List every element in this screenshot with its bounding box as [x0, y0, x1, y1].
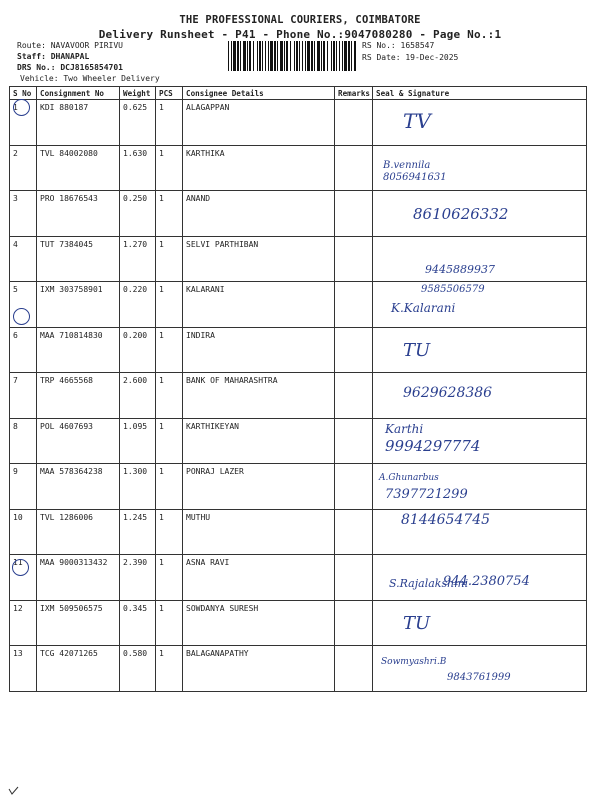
col-remarks-header: Remarks	[335, 87, 373, 100]
scan-corner-mark	[8, 786, 20, 796]
table-row	[10, 327, 587, 373]
handwritten-signature	[373, 146, 587, 188]
table-row	[10, 236, 587, 282]
cell-sno: 8	[10, 418, 37, 464]
cell-consignment: POL 4607693	[37, 418, 120, 464]
table-row	[10, 418, 587, 464]
cell-sno: 4	[10, 236, 37, 282]
cell-consignment: TVL 84002080	[37, 145, 120, 191]
cell-weight: 0.200	[120, 327, 156, 373]
cell-weight: 2.600	[120, 373, 156, 419]
table-header-row	[10, 87, 587, 100]
signature-text: S.Rajalakshmi	[389, 577, 469, 590]
cell-remarks	[335, 418, 373, 464]
table-row	[10, 646, 587, 692]
handwritten-signature	[373, 282, 587, 324]
cell-consignee: ASNA RAVI	[183, 555, 335, 601]
cell-signature	[373, 100, 587, 146]
cell-sno: 7	[10, 373, 37, 419]
cell-consignment: IXM 509506575	[37, 600, 120, 646]
signature-text: 944.2380754	[443, 574, 530, 589]
cell-consignment: PRO 18676543	[37, 191, 120, 237]
cell-weight: 1.270	[120, 236, 156, 282]
handwritten-signature	[373, 646, 587, 688]
cell-consignment: TCG 42071265	[37, 646, 120, 692]
drs-value: DCJ8165854701	[60, 63, 123, 72]
cell-consignee: BANK OF MAHARASHTRA	[183, 373, 335, 419]
cell-weight: 2.390	[120, 555, 156, 601]
signature-text: B.vennila	[383, 159, 431, 171]
handwritten-signature	[373, 464, 587, 506]
drs-label: DRS No.:	[17, 63, 56, 72]
cell-remarks	[335, 600, 373, 646]
cell-pcs: 1	[156, 373, 183, 419]
signature-text: 8144654745	[401, 511, 491, 528]
handwritten-signature	[373, 419, 587, 461]
cell-consignment: KDI 880187	[37, 100, 120, 146]
table-row	[10, 509, 587, 555]
col-consignee-header: Consignee Details	[183, 87, 335, 100]
table-row	[10, 145, 587, 191]
table-row	[10, 282, 587, 328]
cell-weight: 0.250	[120, 191, 156, 237]
cell-remarks	[335, 191, 373, 237]
cell-pcs: 1	[156, 327, 183, 373]
cell-consignee: SOWDANYA SURESH	[183, 600, 335, 646]
cell-consignee: ANAND	[183, 191, 335, 237]
col-pcs-header: PCS	[156, 87, 183, 100]
cell-consignee: KARTHIKA	[183, 145, 335, 191]
cell-sno: 3	[10, 191, 37, 237]
signature-text: TV	[403, 109, 431, 133]
cell-pcs: 1	[156, 100, 183, 146]
cell-consignee: ALAGAPPAN	[183, 100, 335, 146]
signature-text: Sowmyashri.B	[381, 657, 447, 667]
cell-pcs: 1	[156, 600, 183, 646]
cell-signature	[373, 509, 587, 555]
table-row	[10, 373, 587, 419]
col-signature-header: Seal & Signature	[373, 87, 587, 100]
col-weight-header: Weight	[120, 87, 156, 100]
route-line	[17, 41, 123, 52]
table-row	[10, 100, 587, 146]
rs-date-value: 19-Dec-2025	[405, 53, 459, 62]
cell-pcs: 1	[156, 418, 183, 464]
table-row	[10, 555, 587, 601]
cell-consignment: MAA 710814830	[37, 327, 120, 373]
vehicle-value: Two Wheeler Delivery	[63, 74, 160, 83]
pen-circle-mark	[12, 559, 29, 576]
company-title: THE PROFESSIONAL COURIERS, COIMBATORE	[179, 14, 421, 26]
cell-pcs: 1	[156, 191, 183, 237]
cell-signature	[373, 600, 587, 646]
table-row	[10, 191, 587, 237]
handwritten-signature	[373, 555, 587, 597]
cell-signature	[373, 145, 587, 191]
signature-text: 7397721299	[385, 487, 468, 502]
drs-line	[17, 63, 123, 74]
cell-remarks	[335, 373, 373, 419]
cell-weight: 1.095	[120, 418, 156, 464]
cell-signature	[373, 464, 587, 510]
cell-consignment: MAA 9000313432	[37, 555, 120, 601]
cell-pcs: 1	[156, 282, 183, 328]
cell-consignee: MUTHU	[183, 509, 335, 555]
rs-no-value: 1658547	[400, 41, 435, 50]
signature-text: 8610626332	[413, 205, 509, 223]
cell-remarks	[335, 464, 373, 510]
cell-sno: 10	[10, 509, 37, 555]
cell-signature	[373, 191, 587, 237]
signature-text: 9994297774	[385, 436, 481, 455]
cell-signature	[373, 236, 587, 282]
cell-remarks	[335, 145, 373, 191]
cell-weight: 1.245	[120, 509, 156, 555]
cell-weight: 0.220	[120, 282, 156, 328]
staff-line	[17, 52, 89, 63]
cell-signature	[373, 646, 587, 692]
staff-value: DHANAPAL	[50, 52, 90, 61]
cell-weight: 1.300	[120, 464, 156, 510]
cell-signature	[373, 282, 587, 328]
cell-sno: 11	[10, 555, 37, 601]
cell-remarks	[335, 236, 373, 282]
cell-signature	[373, 418, 587, 464]
handwritten-signature	[373, 100, 587, 142]
cell-consignee: KARTHIKEYAN	[183, 418, 335, 464]
barcode-image	[228, 41, 356, 71]
cell-pcs: 1	[156, 236, 183, 282]
handwritten-signature	[373, 373, 587, 415]
rs-no-line	[362, 41, 434, 52]
col-sno-header: S No	[10, 87, 37, 100]
signature-text: TU	[403, 612, 431, 634]
cell-pcs: 1	[156, 145, 183, 191]
cell-sno: 12	[10, 600, 37, 646]
cell-pcs: 1	[156, 555, 183, 601]
cell-consignee: SELVI PARTHIBAN	[183, 236, 335, 282]
cell-consignment: MAA 578364238	[37, 464, 120, 510]
pen-circle-mark	[13, 99, 30, 116]
cell-weight: 0.580	[120, 646, 156, 692]
cell-pcs: 1	[156, 646, 183, 692]
runsheet-table	[9, 86, 587, 692]
cell-signature	[373, 373, 587, 419]
cell-sno: 9	[10, 464, 37, 510]
signature-text: 8056941631	[383, 171, 447, 183]
cell-remarks	[335, 555, 373, 601]
signature-text: A.Ghunarbus	[379, 473, 439, 483]
vehicle-line	[20, 74, 160, 85]
route-value: NAVAVOOR PIRIVU	[50, 41, 123, 50]
rs-date-line	[362, 53, 458, 64]
rs-no-label: RS No.:	[362, 41, 396, 50]
cell-weight: 0.625	[120, 100, 156, 146]
cell-remarks	[335, 646, 373, 692]
signature-text: 9843761999	[447, 672, 511, 683]
handwritten-signature	[373, 510, 587, 552]
staff-label: Staff:	[17, 52, 46, 61]
cell-weight: 1.630	[120, 145, 156, 191]
cell-remarks	[335, 509, 373, 555]
cell-consignment: IXM 303758901	[37, 282, 120, 328]
col-consignment-header: Consignment No	[37, 87, 120, 100]
vehicle-label: Vehicle:	[20, 74, 59, 83]
handwritten-signature	[373, 601, 587, 643]
signature-text: 9629628386	[403, 385, 493, 401]
signature-text: 9445889937	[425, 262, 495, 276]
cell-consignee: BALAGANAPATHY	[183, 646, 335, 692]
cell-consignment: TVL 1286006	[37, 509, 120, 555]
cell-signature	[373, 327, 587, 373]
signature-text: Karthi	[385, 421, 424, 436]
cell-sno: 13	[10, 646, 37, 692]
cell-remarks	[335, 282, 373, 328]
cell-sno: 5	[10, 282, 37, 328]
cell-weight: 0.345	[120, 600, 156, 646]
signature-text: K.Kalarani	[391, 301, 456, 315]
signature-text: TU	[403, 339, 431, 361]
cell-sno: 1	[10, 100, 37, 146]
handwritten-signature	[373, 328, 587, 370]
cell-sno: 6	[10, 327, 37, 373]
rs-date-label: RS Date:	[362, 53, 401, 62]
signature-text: 9585506579	[421, 284, 485, 295]
cell-consignment: TUT 7384045	[37, 236, 120, 282]
cell-pcs: 1	[156, 509, 183, 555]
cell-sno: 2	[10, 145, 37, 191]
route-label: Route:	[17, 41, 46, 50]
cell-consignment: TRP 4665568	[37, 373, 120, 419]
table-row	[10, 600, 587, 646]
cell-signature	[373, 555, 587, 601]
handwritten-signature	[373, 191, 587, 233]
cell-consignee: PONRAJ LAZER	[183, 464, 335, 510]
pen-circle-mark	[13, 308, 30, 325]
cell-remarks	[335, 327, 373, 373]
cell-consignee: INDIRA	[183, 327, 335, 373]
cell-remarks	[335, 100, 373, 146]
runsheet-title: Delivery Runsheet - P41 - Phone No.:9047080280 - Page No.:1	[98, 28, 502, 41]
cell-consignee: KALARANI	[183, 282, 335, 328]
table-row	[10, 464, 587, 510]
handwritten-signature	[373, 237, 587, 279]
cell-pcs: 1	[156, 464, 183, 510]
